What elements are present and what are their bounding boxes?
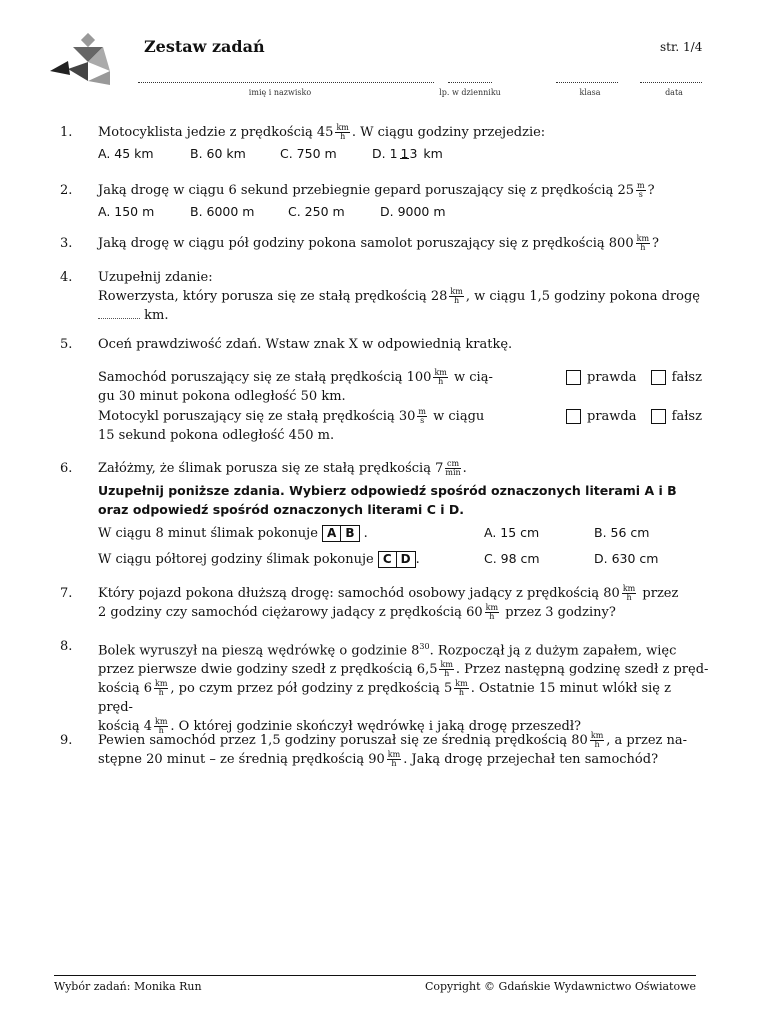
answer-option[interactable]: C. 750 m [280, 146, 337, 161]
statement-1: Samochód poruszający się ze stałą prędkością 100 $\frac{km}{h}$ w cią- gu 30 minut pokona odległość 50 km. [98, 368, 493, 404]
q6-instruction: Uzupełnij poniższe zdania. Wybierz odpowiedź spośród oznaczonych literami A i B oraz odpowiedź spośród oznaczonych literami C i D. [98, 483, 677, 517]
answer-option[interactable]: A. 45 km [98, 146, 154, 161]
unit-fraction: $\frac{km}{h}$ [485, 603, 499, 621]
answer-option[interactable]: B. 60 km [190, 146, 246, 161]
unit-fraction: $\frac{km}{h}$ [636, 234, 650, 252]
answer-option[interactable]: D. 9000 m [380, 204, 446, 219]
question-text: Rowerzysta, który porusza się ze stałą prędkością 28 [98, 289, 448, 304]
date-label: data [665, 88, 683, 97]
question-number: 1. [60, 125, 73, 140]
false-checkbox[interactable] [651, 409, 666, 424]
answer-blank[interactable] [98, 306, 140, 319]
answer-option[interactable]: C. 98 cm [484, 551, 540, 566]
question-number: 2. [60, 183, 73, 198]
unit-fraction: $\frac{km}{h}$ [450, 287, 463, 305]
question-8: 8. Bolek wyruszył na pieszą wędrówkę o godzinie $8^{30}$. Rozpoczął ją z dużym zapałem, więc przez pierwsze dwie godziny szedł z prędkością 6,5 $\frac{km}{h}$ . Przez następną godzinę szedł z pręd- kością 6 $\frac{km}{h}$ , po czym przez pół godziny z prędkością 5 $\frac{km}{h}$ . Ostatnie 15 minut wlókł się z pręd- kością 4 $\frac{km}{h}$ . O której godzinie skończył wędrówkę i jaką drogę przeszedł? [60, 639, 709, 736]
footer-divider [54, 975, 696, 976]
q6-options-row-1 [484, 525, 649, 540]
question-number: 8. [60, 639, 73, 654]
choice-box-A[interactable]: A [322, 525, 341, 542]
question-text: Załóżmy, że ślimak porusza się ze stałą prędkością 7 [98, 461, 444, 476]
date-field[interactable] [640, 72, 702, 83]
class-label: klasa [579, 88, 601, 97]
q6-sentence-2: W ciągu półtorej godziny ślimak pokonuje C D . [98, 552, 420, 567]
page-title: Zestaw zadań [144, 37, 265, 56]
question-text: Motocyklista jedzie z prędkością 45 [98, 125, 334, 140]
question-text: Uzupełnij zdanie: [98, 270, 213, 285]
page-number: str. 1/4 [660, 40, 703, 54]
statement-1-answers: prawda fałsz [566, 368, 716, 387]
question-2: 2. Jaką drogę w ciągu 6 sekund przebiegnie gepard poruszający się z prędkością 25 $\frac{m}{s}$ ? A. 150 m B. 6000 m C. 250 m D. 9000 m [60, 181, 655, 219]
question-number: 9. [60, 733, 73, 748]
register-number-label: lp. w dzienniku [439, 88, 501, 97]
question-7: 7. Który pojazd pokona dłuższą drogę: samochód osobowy jadący z prędkością 80 $\frac{km}{h}$ przez 2 godziny czy samochód ciężarowy jadący z prędkością 60 $\frac{km}{h}$ przez 3 godziny? [60, 584, 679, 621]
choice-box-D[interactable]: D [397, 551, 416, 568]
answer-option[interactable]: C. 250 m [288, 204, 345, 219]
question-number: 4. [60, 270, 73, 285]
tangram-logo [48, 33, 114, 88]
true-checkbox[interactable] [566, 370, 581, 385]
choice-box-C[interactable]: C [378, 551, 397, 568]
question-9: 9. Pewien samochód przez 1,5 godziny poruszał się ze średnią prędkością 80 $\frac{km}{h}$ , a przez na- stępne 20 minut – ze średnią prędkością 90 $\frac{km}{h}$ . Jaką drogę przejechał ten samochód? [60, 731, 688, 768]
unit-fraction: $\frac{km}{h}$ [622, 584, 636, 602]
answer-option[interactable]: D. 630 cm [594, 551, 659, 566]
unit-fraction: $\frac{km}{h}$ [434, 368, 447, 386]
answer-option[interactable]: A. 15 cm [484, 525, 540, 540]
q6-unit-line: $\frac{cm}{\min}$ . [445, 459, 467, 477]
statement-2-answers: prawda fałsz [566, 407, 716, 426]
unit-fraction: $\frac{km}{h}$ [336, 123, 349, 141]
question-number: 6. [60, 461, 73, 476]
question-number: 7. [60, 586, 73, 601]
class-field[interactable] [556, 72, 618, 83]
q6-sentence-1: W ciągu 8 minut ślimak pokonuje A B . [98, 526, 368, 541]
question-text: . W ciągu godziny przejedzie: [351, 125, 546, 140]
question-5 [60, 335, 710, 354]
footer-author: Wybór zadań: Monika Run [54, 980, 202, 993]
question-text: Oceń prawdziwość zdań. Wstaw znak X w odpowiednią kratkę. [98, 337, 513, 352]
unit-fraction: $\frac{m}{s}$ [637, 181, 645, 199]
answer-option[interactable]: D. 1 13 km [372, 145, 443, 161]
q6-options-row-2 [484, 551, 658, 566]
true-checkbox[interactable] [566, 409, 581, 424]
question-number: 3. [60, 236, 73, 251]
question-number: 5. [60, 337, 73, 352]
answer-option[interactable]: B. 56 cm [594, 525, 650, 540]
unit-fraction: $\frac{m}{s}$ [418, 407, 426, 425]
answer-option[interactable]: A. 150 m [98, 204, 155, 219]
answer-option[interactable]: B. 6000 m [190, 204, 255, 219]
false-checkbox[interactable] [651, 370, 666, 385]
question-text: Jaką drogę w ciągu 6 sekund przebiegnie gepard poruszający się z prędkością 25 [98, 183, 635, 198]
question-1 [60, 123, 710, 164]
question-3: 3. Jaką drogę w ciągu pół godziny pokona samolot poruszający się z prędkością 800 $\frac{km}{h}$ ? [60, 234, 660, 252]
name-field[interactable] [138, 72, 434, 83]
footer-copyright: Copyright © Gdańskie Wydawnictwo Oświatowe [424, 980, 696, 993]
statement-2: Motocykl poruszający się ze stałą prędkością 30 $\frac{m}{s}$ w ciągu 15 sekund pokona odległość 450 m. [98, 407, 485, 443]
name-field-label: imię i nazwisko [248, 88, 312, 97]
question-4: 4. Uzupełnij zdanie: Rowerzysta, który porusza się ze stałą prędkością 28 $\frac{km}{h}$ , w ciągu 1,5 godziny pokona drogę km. [60, 268, 710, 325]
choice-box-B[interactable]: B [341, 525, 359, 542]
question-text: Jaką drogę w ciągu pół godziny pokona samolot poruszający się z prędkością 800 [98, 236, 634, 251]
register-number-field[interactable] [448, 72, 492, 83]
